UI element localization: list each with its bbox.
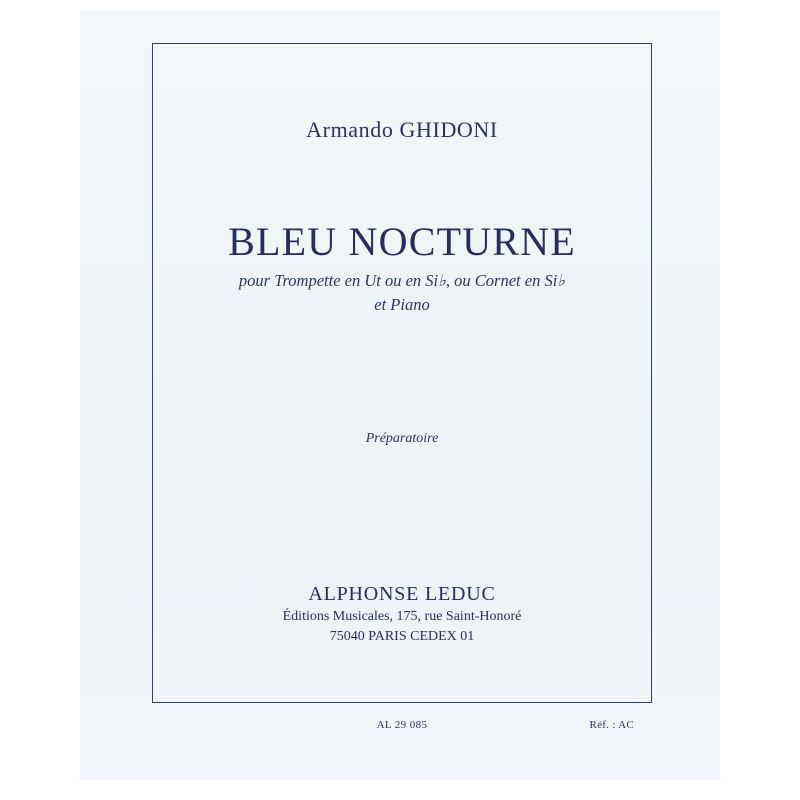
publisher-city: 75040 PARIS CEDEX 01 — [329, 629, 475, 644]
publisher-name: ALPHONSE LEDUC — [308, 583, 496, 605]
instrumentation-line-1: pour Trompette en Ut ou en Si♭, ou Cornet en Si♭ — [238, 271, 566, 290]
cover-content — [152, 43, 652, 731]
catalog-number: AL 29 085 — [376, 719, 428, 731]
work-title: BLEU NOCTURNE — [228, 219, 576, 264]
composer-name: Armando GHIDONI — [306, 117, 498, 142]
publisher-address: Éditions Musicales, 175, rue Saint-Honoré — [282, 609, 522, 624]
reference-code: Réf. : AC — [589, 719, 634, 731]
instrumentation-line-2: et Piano — [374, 295, 430, 314]
difficulty-level: Préparatoire — [365, 431, 439, 446]
sheet-music-cover — [80, 10, 720, 780]
